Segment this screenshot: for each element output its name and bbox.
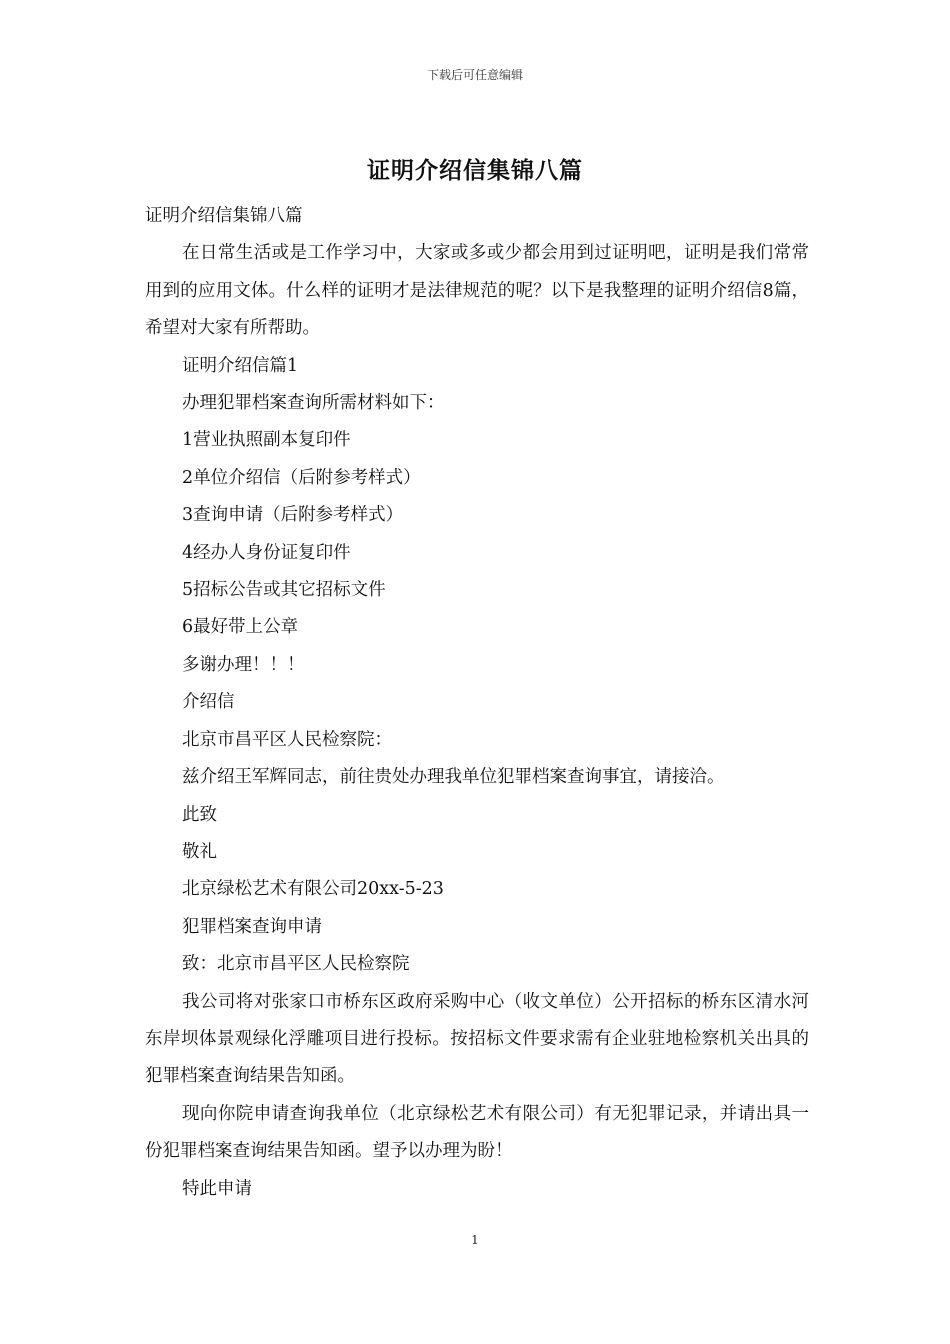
paragraph: 多谢办理！！！ bbox=[182, 654, 305, 675]
paragraph: 敬礼 bbox=[182, 841, 217, 862]
list-item: 4经办人身份证复印件 bbox=[182, 542, 351, 563]
paragraph: 现向你院申请查询我单位（北京绿松艺术有限公司）有无犯罪记录，并请出具一份犯罪档案查询结果告知函。望予以办理为盼！ bbox=[145, 1103, 809, 1162]
paragraph: 我公司将对张家口市桥东区政府采购中心（收文单位）公开招标的桥东区清水河东岸坝体景观绿化浮雕项目进行投标。按招标文件要求需有企业驻地检察机关出具的犯罪档案查询结果告知函。 bbox=[145, 991, 809, 1087]
paragraph: 办理犯罪档案查询所需材料如下： bbox=[182, 393, 445, 414]
list-item: 2单位介绍信（后附参考样式） bbox=[182, 467, 421, 488]
page-number: 1 bbox=[471, 1233, 479, 1247]
document-body bbox=[145, 198, 809, 1208]
paragraph: 证明介绍信集锦八篇 bbox=[145, 206, 303, 226]
list-item: 3查询申请（后附参考样式） bbox=[182, 505, 404, 526]
paragraph: 兹介绍王军辉同志，前往贵处办理我单位犯罪档案查询事宜，请接洽。 bbox=[182, 767, 725, 788]
list-item: 5招标公告或其它招标文件 bbox=[182, 580, 386, 601]
section-heading: 证明介绍信篇1 bbox=[182, 355, 299, 376]
section-heading: 介绍信 bbox=[182, 692, 235, 713]
paragraph: 北京市昌平区人民检察院： bbox=[182, 729, 392, 750]
list-item: 1营业执照副本复印件 bbox=[182, 430, 351, 451]
paragraph: 在日常生活或是工作学习中，大家或多或少都会用到过证明吧，证明是我们常常用到的应用文体。什么样的证明才是法律规范的呢？以下是我整理的证明介绍信8篇，希望对大家有所帮助。 bbox=[145, 243, 809, 339]
paragraph: 致：北京市昌平区人民检察院 bbox=[182, 954, 410, 975]
document-title: 证明介绍信集锦八篇 bbox=[367, 157, 583, 184]
page-header-note: 下载后可任意编辑 bbox=[426, 68, 523, 82]
paragraph: 特此申请 bbox=[182, 1178, 252, 1199]
paragraph: 北京绿松艺术有限公司20xx-5-23 bbox=[182, 879, 444, 900]
section-heading: 犯罪档案查询申请 bbox=[182, 916, 322, 937]
list-item: 6最好带上公章 bbox=[182, 617, 299, 638]
paragraph: 此致 bbox=[182, 804, 217, 825]
